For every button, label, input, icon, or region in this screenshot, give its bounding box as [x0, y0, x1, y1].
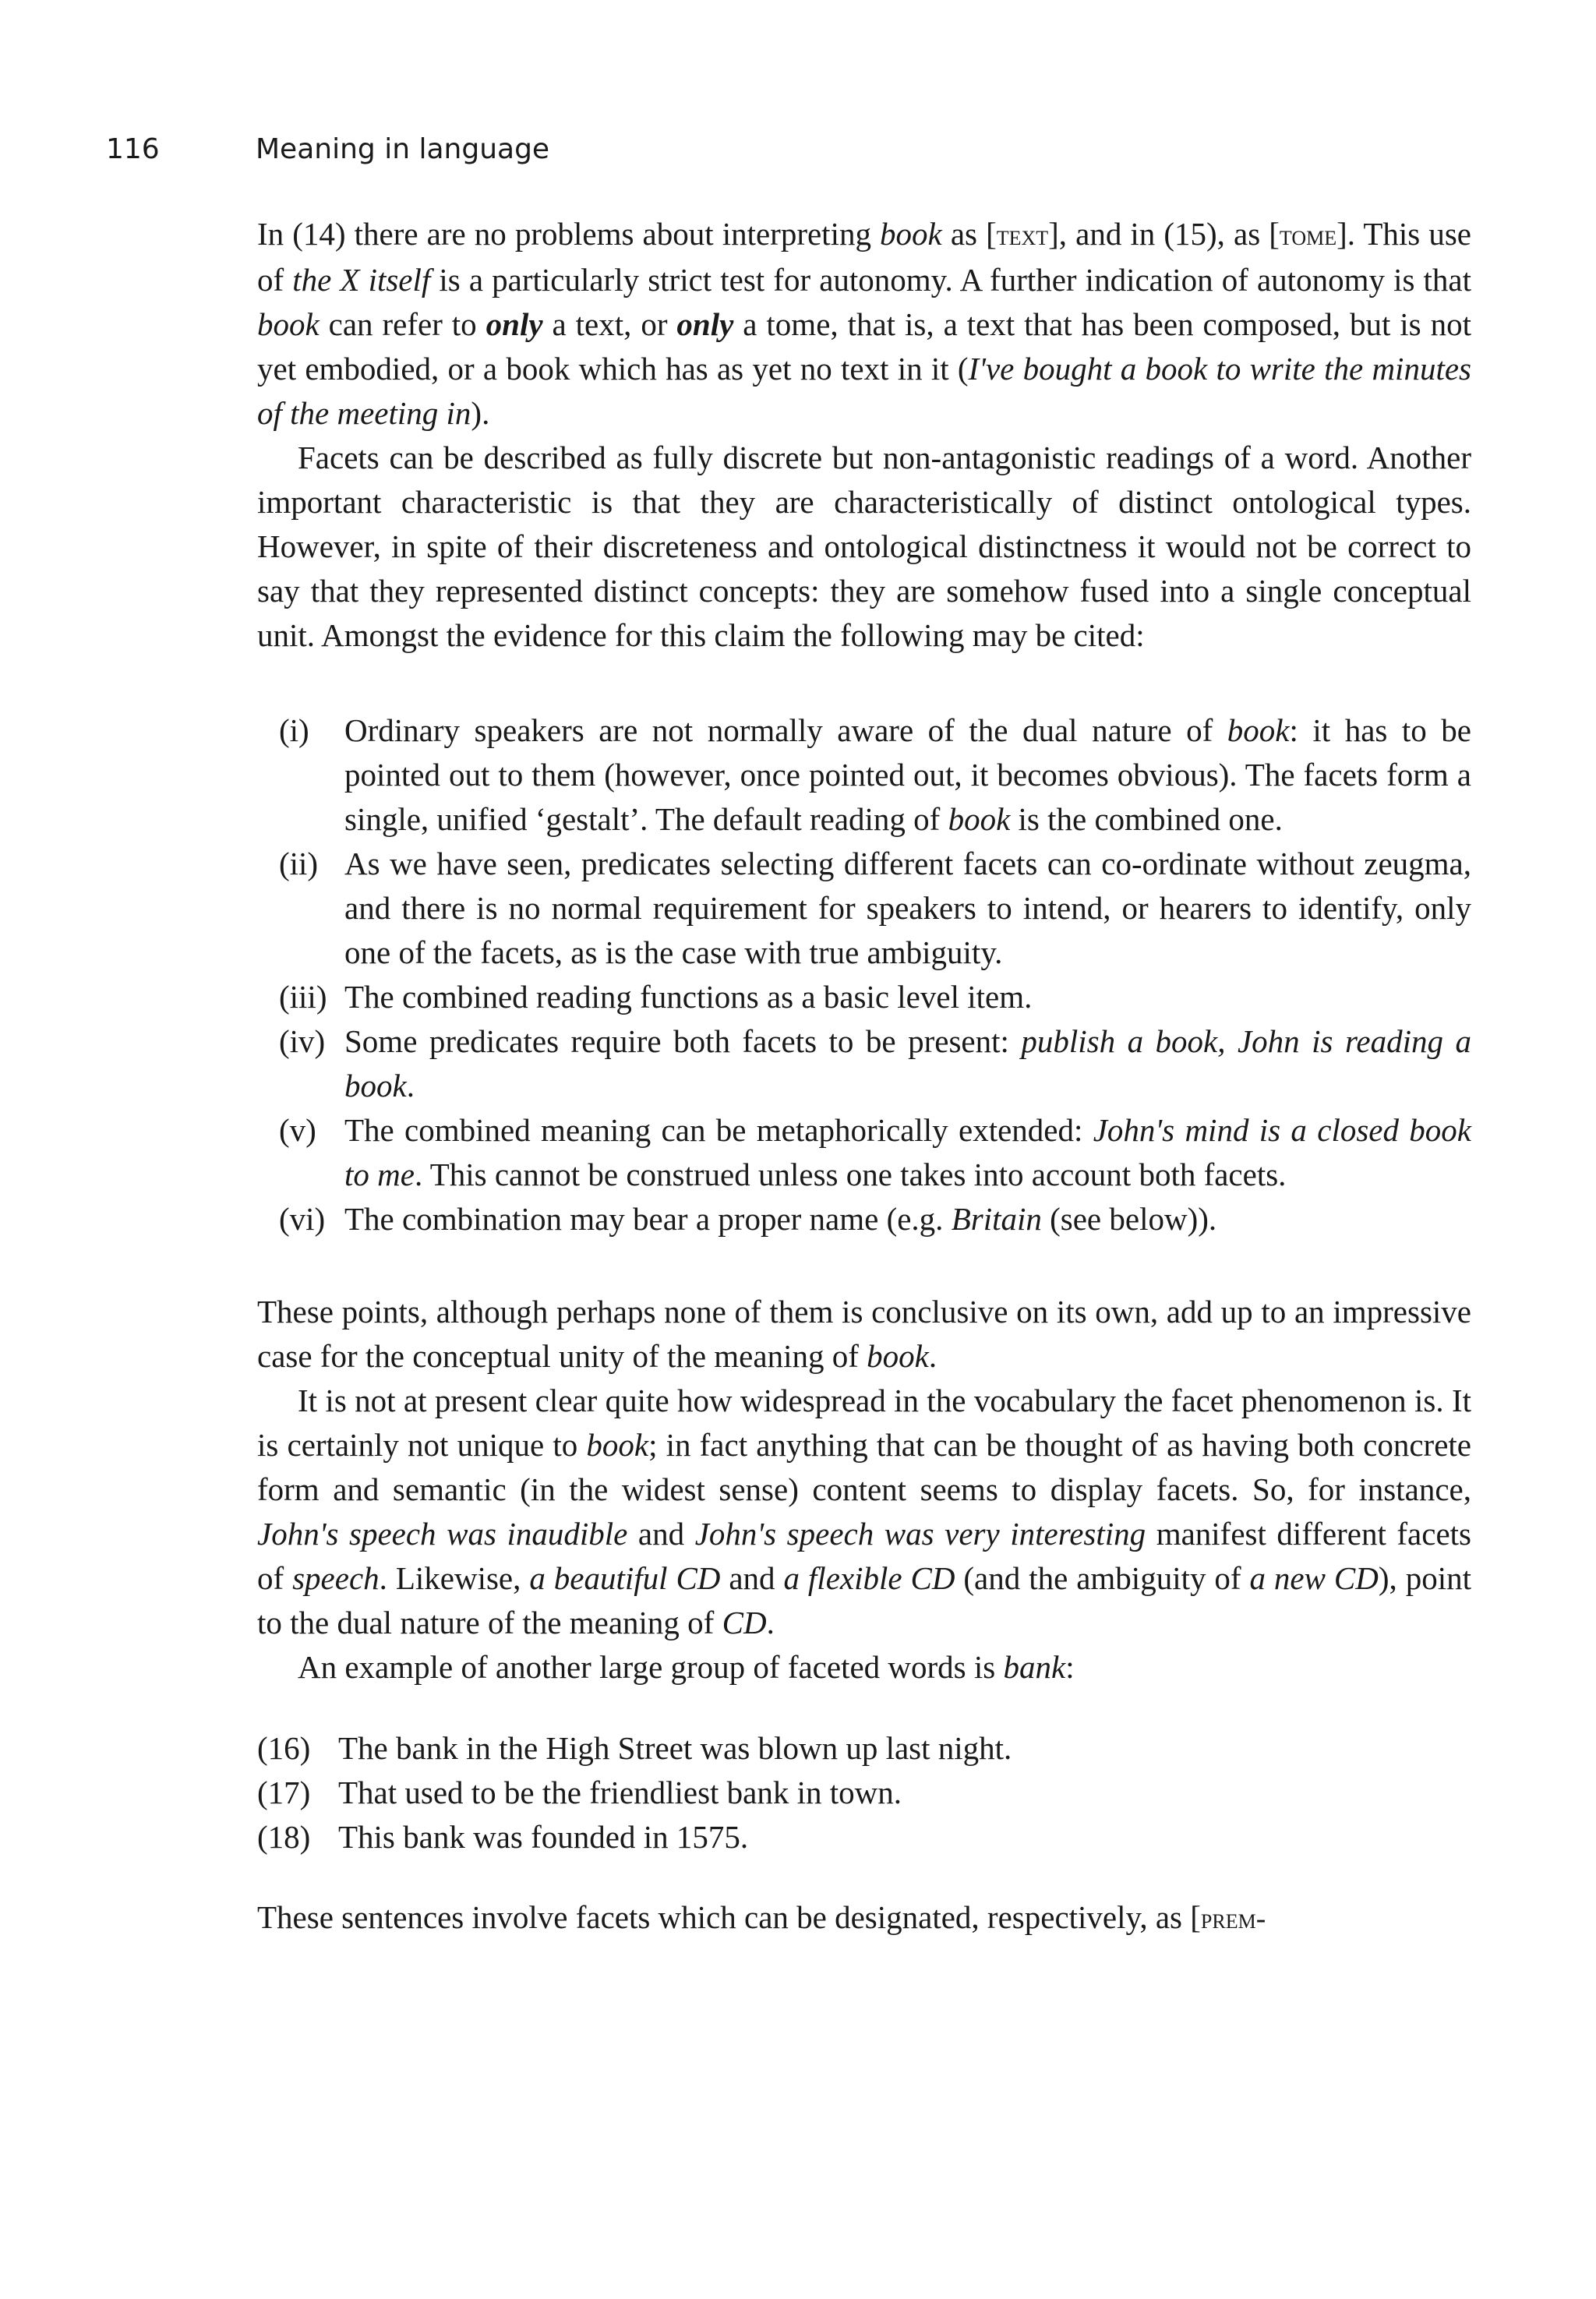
list-item — [257, 708, 1471, 842]
italic-example: John's speech was very interesting — [694, 1516, 1146, 1552]
paragraph-3 — [257, 1290, 1471, 1379]
text-run: ; in fact anything that can be thought of as having both concrete form and semantic (in the widest sense) content seems to display facets. So, for instance, — [257, 1427, 1472, 1507]
italic-example: I've bought a book to write the minutes of the meeting in — [257, 351, 1471, 431]
emphasis-term: only — [676, 306, 734, 342]
paragraph-1 — [257, 212, 1471, 436]
text-run: The combination may bear a proper name (e.g. — [344, 1201, 952, 1237]
italic-term: book — [880, 216, 942, 252]
example-text: The bank in the High Street was blown up last night. — [338, 1730, 1012, 1766]
example-text: This bank was founded in 1575. — [338, 1819, 749, 1855]
text-run: ]. This use of — [257, 216, 1471, 298]
body-text — [257, 212, 1471, 1941]
text-run: and — [720, 1560, 784, 1596]
list-item — [257, 975, 1471, 1019]
paragraph-5 — [257, 1645, 1471, 1690]
text-run: These points, although perhaps none of them is conclusive on its own, add up to an impressive case for the conceptual unity of the meaning of — [257, 1294, 1471, 1374]
example-number: (16) — [257, 1730, 311, 1766]
text-run: It is not at present clear quite how widespread in the vocabulary the facet phenomenon is. It is certainly not unique to — [257, 1383, 1471, 1463]
example-number: (17) — [257, 1775, 311, 1810]
list-item — [257, 1019, 1471, 1108]
text-run: is the combined one. — [1010, 801, 1283, 837]
example-item — [257, 1726, 1471, 1771]
running-head — [106, 131, 549, 168]
example-number: (18) — [257, 1819, 311, 1855]
italic-term: bank — [1003, 1649, 1066, 1685]
italic-term: the X itself — [292, 262, 431, 298]
italic-term: speech — [292, 1560, 380, 1596]
list-text — [344, 1197, 1471, 1241]
emphasis-term: only — [486, 306, 543, 342]
list-number: (iv) — [279, 1023, 326, 1059]
italic-example: a beautiful CD — [529, 1560, 721, 1596]
italic-example: a new CD — [1249, 1560, 1379, 1596]
list-item — [257, 842, 1471, 975]
list-item — [257, 1108, 1471, 1197]
evidence-list — [257, 708, 1471, 1241]
text-run: ). — [471, 395, 490, 431]
list-text — [344, 1108, 1471, 1197]
italic-example: John's speech was inaudible — [257, 1516, 628, 1552]
list-number: (i) — [279, 712, 309, 748]
text-run: . — [406, 1068, 415, 1104]
text-run: (and the ambiguity of — [955, 1560, 1250, 1596]
list-number: (vi) — [279, 1201, 326, 1237]
paragraph-2: Facets can be described as fully discrete but non-antagonistic readings of a word. Another important characteristic is that they are characteristically of distinct ontological types. However, in spite of their discreteness and ontological distinctness it would not be correct to say that they represented distinct concepts: they are somehow fused into a single conceptual unit. Amongst the evidence for this claim the following may be cited: — [257, 440, 1471, 653]
list-text — [344, 1019, 1471, 1108]
text-run: ], and in (15), as [ — [1048, 216, 1280, 252]
text-run: can refer to — [319, 306, 486, 342]
italic-term: book — [948, 801, 1011, 837]
small-caps-term: text — [996, 219, 1049, 252]
running-title: Meaning in language — [256, 133, 550, 165]
text-run: . Likewise, — [379, 1560, 530, 1596]
small-caps-term: prem- — [1200, 1902, 1266, 1935]
italic-term: CD — [722, 1605, 767, 1640]
text-run: . This cannot be construed unless one takes into account both facets. — [414, 1157, 1287, 1192]
text-run: : — [1065, 1649, 1075, 1685]
italic-example: a flexible CD — [783, 1560, 955, 1596]
paragraph-4 — [257, 1379, 1471, 1645]
text-run: : it has to be pointed out to them (however, once pointed out, it becomes obvious). The facets form a single, unified ‘gestalt’. The default reading of — [344, 712, 1471, 837]
text-run: as [ — [941, 216, 997, 252]
list-text: The combined reading functions as a basic level item. — [344, 979, 1033, 1015]
text-run: In (14) there are no problems about interpreting — [257, 216, 881, 252]
text-run: The combined meaning can be metaphorically extended: — [344, 1112, 1093, 1148]
list-text: As we have seen, predicates selecting different facets can co-ordinate without zeugma, and there is no normal requirement for speakers to intend, or hearers to identify, only one of the facets, as is the case with true ambiguity. — [344, 846, 1471, 970]
italic-term: book — [1227, 712, 1290, 748]
italic-example: John's mind is a closed book to me — [344, 1112, 1472, 1192]
text-run: These sentences involve facets which can be designated, respectively, as [ — [257, 1899, 1201, 1935]
text-run: is a particularly strict test for autonomy. A further indication of autonomy is that — [430, 262, 1471, 298]
text-run: and — [627, 1516, 695, 1552]
text-run: a tome, that is, a text that has been composed, but is not yet embodied, or a book which has as yet no text in it ( — [257, 306, 1471, 387]
italic-term: book — [257, 306, 320, 342]
page-number: 116 — [106, 133, 160, 165]
list-number: (v) — [279, 1112, 316, 1148]
example-text: That used to be the friendliest bank in town. — [338, 1775, 902, 1810]
example-sentences — [257, 1726, 1471, 1859]
italic-term: Britain — [951, 1201, 1042, 1237]
text-run: . — [766, 1605, 775, 1640]
example-item — [257, 1771, 1471, 1815]
small-caps-term: tome — [1279, 219, 1337, 252]
text-run: Some predicates require both facets to be present: — [344, 1023, 1022, 1059]
text-run: a text, or — [542, 306, 677, 342]
text-run: ), point to the dual nature of the meaning of — [257, 1560, 1471, 1640]
italic-term: book — [586, 1427, 649, 1463]
text-run: manifest different facets of — [257, 1516, 1471, 1596]
list-number: (iii) — [279, 979, 327, 1015]
paragraph-6 — [257, 1895, 1471, 1941]
text-run: . — [928, 1338, 937, 1374]
example-item — [257, 1815, 1471, 1859]
list-item — [257, 1197, 1471, 1241]
list-text — [344, 708, 1471, 842]
text-run: (see below)). — [1041, 1201, 1217, 1237]
italic-term: book — [867, 1338, 929, 1374]
italic-example: publish a book, John is reading a book — [344, 1023, 1471, 1104]
text-run: An example of another large group of faceted words is — [298, 1649, 1004, 1685]
list-number: (ii) — [279, 846, 319, 881]
text-run: Ordinary speakers are not normally aware of the dual nature of — [344, 712, 1227, 748]
